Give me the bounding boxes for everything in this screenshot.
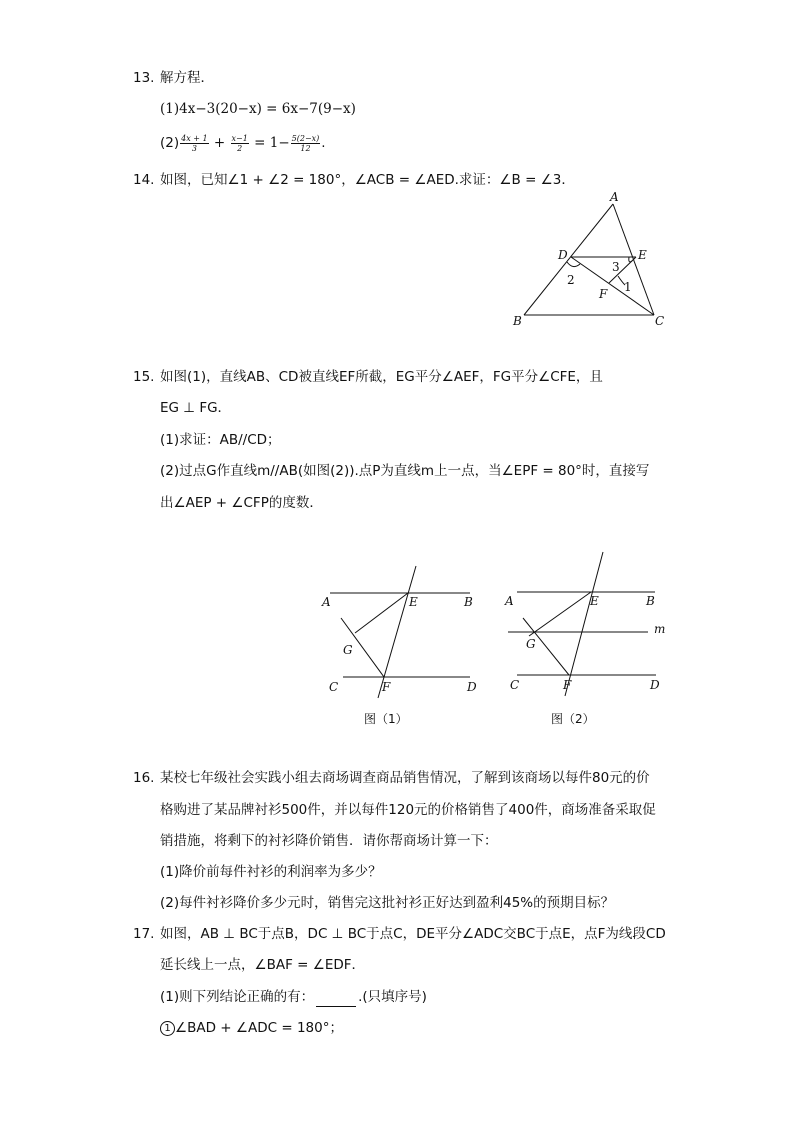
- q13-fraction-1-den: 3: [191, 143, 197, 153]
- q13-fraction-1: [180, 134, 208, 153]
- q13-fraction-3: [291, 134, 321, 153]
- fig2-label-G: G: [526, 637, 536, 651]
- q13-part2-prefix: (2): [160, 135, 180, 151]
- q14-label-D: D: [558, 248, 568, 262]
- q14-number: 14.: [133, 172, 155, 188]
- q16-number: 16.: [133, 770, 155, 786]
- q16-line-3: 销措施，将剩下的衬衫降价销售．请你帮商场计算一下：: [160, 833, 498, 849]
- fig2-label-E: E: [590, 594, 599, 608]
- q13-fraction-3-den: 12: [300, 143, 311, 153]
- fig2-label-C: C: [510, 678, 520, 692]
- q13-fraction-2-num: x−1: [231, 133, 248, 143]
- fig1-caption: 图（1）: [364, 712, 408, 726]
- q17-number: 17.: [133, 926, 155, 942]
- fig1-label-E: E: [409, 595, 418, 609]
- q15-line-5: 出∠AEP + ∠CFP的度数．: [160, 495, 323, 511]
- q17-line-1: 如图，AB ⊥ BC于点B，DC ⊥ BC于点C，DE平分∠ADC交BC于点E，点F为线段CD: [160, 926, 666, 942]
- q15-line-3: (1)求证：AB//CD；: [160, 432, 281, 448]
- q17-line-3: [160, 987, 427, 1007]
- q13-fraction-1-num: 4x + 1: [181, 133, 208, 143]
- q17-line-3-prefix: (1)则下列结论正确的有：: [160, 989, 315, 1005]
- q15-line-4: (2)过点G作直线m//AB(如图(2)).点P为直线m上一点，当∠EPF = 80°时，直接写: [160, 463, 650, 479]
- q13-fraction-2: [231, 134, 249, 153]
- q13-part1: (1)4x−3(20−x) = 6x−7(9−x): [160, 101, 356, 117]
- q14-label-E: E: [638, 248, 647, 262]
- q15-figure-1: [315, 560, 490, 735]
- fig2-line-EG: [529, 592, 591, 636]
- q17-line-2: 延长线上一点，∠BAF = ∠EDF．: [160, 957, 366, 973]
- fig1-line-EG: [355, 593, 408, 633]
- q14-figure: [505, 190, 680, 335]
- q15-line-1: 如图(1)，直线AB、CD被直线EF所截，EG平分∠AEF，FG平分∠CFE，且: [160, 369, 603, 385]
- fig1-label-C: C: [329, 680, 339, 694]
- q13-fraction-3-num: 5(2−x): [291, 133, 320, 143]
- fig1-label-B: B: [464, 595, 473, 609]
- q17-answer-blank[interactable]: [316, 992, 356, 1007]
- q14-label-A: A: [610, 190, 619, 204]
- q15-number: 15.: [133, 369, 155, 385]
- q13-number: 13.: [133, 70, 155, 86]
- q13-equals: = 1−: [254, 135, 290, 151]
- q14-label-F: F: [599, 287, 608, 301]
- q13-end: .: [321, 135, 326, 151]
- fig1-label-F: F: [382, 680, 391, 694]
- fig2-label-A: A: [505, 594, 514, 608]
- q17-circled-number: 1: [160, 1021, 175, 1036]
- q16-line-2: 格购进了某品牌衬衫500件，并以每件120元的价格销售了400件，商场准备采取促: [160, 802, 656, 818]
- fig2-caption: 图（2）: [551, 712, 595, 726]
- fig1-label-D: D: [467, 680, 477, 694]
- q13-part2: [160, 133, 326, 153]
- q14-arc-2: [567, 262, 580, 267]
- q17-line-4: [160, 1018, 343, 1038]
- q14-label-3: 3: [612, 260, 620, 274]
- q13-title: 解方程．: [160, 70, 214, 86]
- q16-line-5: (2)每件衬衫降价多少元时，销售完这批衬衫正好达到盈利45%的预期目标？: [160, 895, 615, 911]
- fig1-label-G: G: [343, 643, 353, 657]
- fig2-line-EF: [565, 552, 603, 696]
- q14-label-1: 1: [624, 280, 632, 294]
- fig1-label-A: A: [322, 595, 331, 609]
- q14-label-2: 2: [567, 273, 575, 287]
- q17-line-3-suffix: .(只填序号): [358, 989, 427, 1005]
- q14-text: 如图，已知∠1 + ∠2 = 180°，∠ACB = ∠AED.求证：∠B = ∠3．: [160, 172, 575, 188]
- fig2-label-m: m: [654, 622, 666, 636]
- q16-line-1: 某校七年级社会实践小组去商场调查商品销售情况，了解到该商场以每件80元的价: [160, 770, 650, 786]
- fig1-line-EF: [378, 566, 416, 698]
- fig2-label-F: F: [563, 678, 572, 692]
- q16-line-4: (1)降价前每件衬衫的利润率为多少？: [160, 864, 382, 880]
- fig2-label-D: D: [650, 678, 660, 692]
- q14-arc-3: [629, 257, 632, 262]
- q14-label-C: C: [655, 314, 665, 328]
- q15-line-2: EG ⊥ FG．: [160, 400, 232, 416]
- q17-line-4-text: ∠BAD + ∠ADC = 180°；: [175, 1020, 343, 1036]
- q13-plus: +: [213, 135, 226, 151]
- q15-figure-2: [498, 548, 683, 735]
- q13-fraction-2-den: 2: [237, 143, 243, 153]
- fig2-label-B: B: [646, 594, 655, 608]
- q14-label-B: B: [513, 314, 522, 328]
